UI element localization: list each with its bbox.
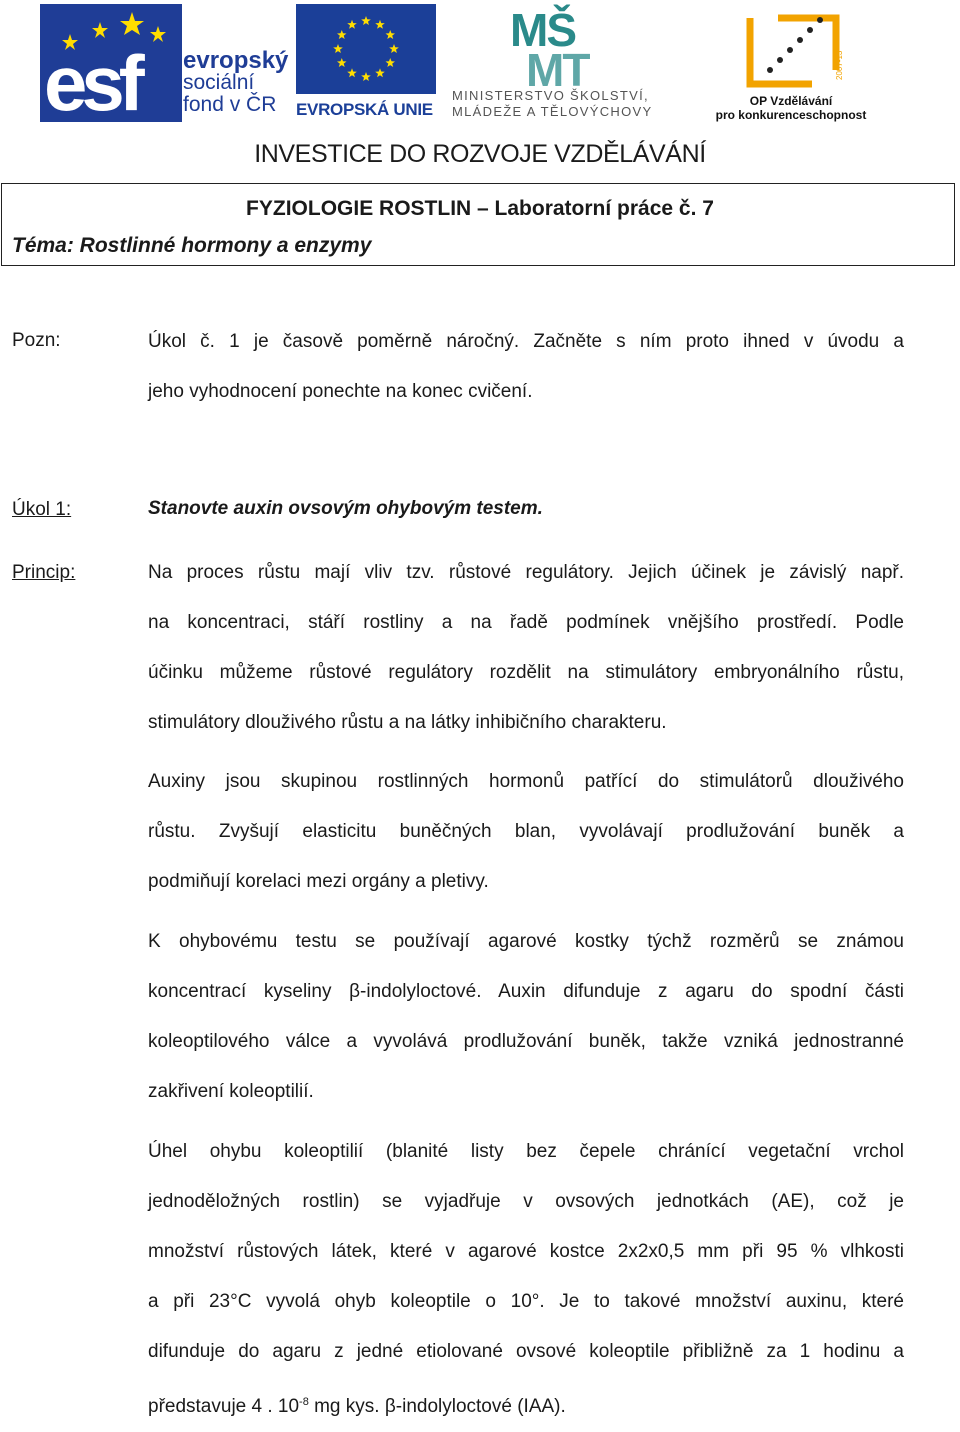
task1-text: Stanovte auxin ovsovým ohybovým testem. [148,498,543,519]
eu-star-icon [337,58,347,67]
investment-banner: INVESTICE DO ROZVOJE VZDĚLÁVÁNÍ [254,140,706,168]
msmt-line-2: MLÁDEŽE A TĚLOVÝCHOVY [452,104,653,119]
last-line-start: představuje 4 . 10 [148,1396,300,1417]
msmt-logo-icon [500,4,640,88]
page-title: FYZIOLOGIE ROSTLIN – Laboratorní práce č. 7 [246,197,714,220]
note-line: jeho vyhodnocení ponechte na konec cvičení. [148,381,533,402]
esf-line-1: evropský [183,47,289,74]
paragraph-line: zakřivení koleoptilií. [148,1081,314,1102]
paragraph-line: na koncentraci, stáří rostliny a na řadě podmínek vnějšího prostředí. Podle [148,612,904,633]
esf-line-3: fond v ČR [183,93,277,116]
esf-logo-text [183,47,313,116]
paragraph-line: účinku můžeme růstové regulátory rozdělit na stimulátory embryonálního růstu, [148,662,904,683]
paragraph-line: Úhel ohybu koleoptilií (blanité listy bez čepele chránící vegetační vrchol [148,1141,904,1162]
paragraph-line: množství růstových látek, které v agarové kostce 2x2x0,5 mm při 95 % vlhkosti [148,1241,904,1262]
principle-label: Princip: [12,562,76,583]
paragraph-line: Na proces růstu mají vliv tzv. růstové regulátory. Jejich účinek je závislý např. [148,562,904,583]
esf-line-2: sociální [183,71,255,94]
task1-label: Úkol 1: [12,499,72,520]
last-line-end: mg kys. β-indolyloctové (IAA). [308,1396,566,1417]
op-badge: 2007-13 [835,50,844,80]
eu-label: EVROPSKÁ UNIE [296,100,433,119]
msmt-text [452,88,697,120]
msmt-line-1: MINISTERSTVO ŠKOLSTVÍ, [452,88,649,103]
eu-star-icon [347,68,357,77]
svg-text:MT: MT [526,44,589,88]
eu-star-icon [333,44,343,53]
paragraph-line: a při 23°C vyvolá ohyb koleoptile o 10°. Je to takové množství auxinu, které [148,1291,904,1312]
eu-star-icon [361,16,371,25]
principle-paragraph-2 [148,757,904,907]
topic-title: Téma: Rostlinné hormony a enzymy [12,234,372,257]
paragraph-line: stimulátory dlouživého růstu a na látky inhibičního charakteru. [148,712,667,733]
op-line-2: pro konkurenceschopnost [715,108,867,122]
eu-star-icon [375,20,385,29]
eu-star-icon [389,44,399,53]
paragraph-last-line [148,1377,904,1427]
eu-star-icon [386,58,396,67]
note-paragraph [148,317,904,417]
paragraph-line: růstu. Zvyšují elasticitu buněčných blan, vyvolávají prodlužování buněk a [148,821,904,842]
eu-star-icon [347,20,357,29]
paragraph-line: koleoptilového válce a vyvolává prodlužování buněk, takže vzniká jednostranné [148,1031,904,1052]
note-label: Pozn: [12,330,61,351]
op-text [706,94,876,122]
principle-paragraph-4 [148,1127,904,1427]
esf-logo [40,4,182,127]
paragraph-line: Auxiny jsou skupinou rostlinných hormonů patřící do stimulátorů dlouživého [148,771,904,792]
note-line: Úkol č. 1 je časově poměrně náročný. Začněte s ním proto ihned v úvodu a [148,331,904,352]
esf-mark-text: esf [44,39,139,127]
paragraph-line: koncentrací kyseliny β-indolyloctové. Auxin difunduje z agaru do spodní části [148,981,904,1002]
op-line-1: OP Vzdělávání [749,94,833,108]
principle-paragraph-3 [148,917,904,1117]
eu-flag-icon [296,4,436,94]
exponent: -8 [299,1396,309,1408]
eu-star-icon [337,30,347,39]
msmt-mark-text: MŠ [510,4,575,56]
paragraph-line: K ohybovému testu se používají agarové kostky týchž rozměrů se známou [148,931,904,952]
paragraph-line: podmiňují korelaci mezi orgány a pletivy. [148,871,489,892]
paragraph-line: difunduje do agaru z jedné etiolované ovsové koleoptile přibližně za 1 hodinu a [148,1341,904,1362]
principle-paragraph-1 [148,548,904,748]
eu-star-icon [386,30,396,39]
eu-star-icon [361,72,371,81]
paragraph-line: jednoděložných rostlin) se vyjadřuje v ovsových jednotkách (AE), což je [148,1191,904,1212]
op-logo-icon [740,10,850,92]
eu-star-icon [375,68,385,77]
